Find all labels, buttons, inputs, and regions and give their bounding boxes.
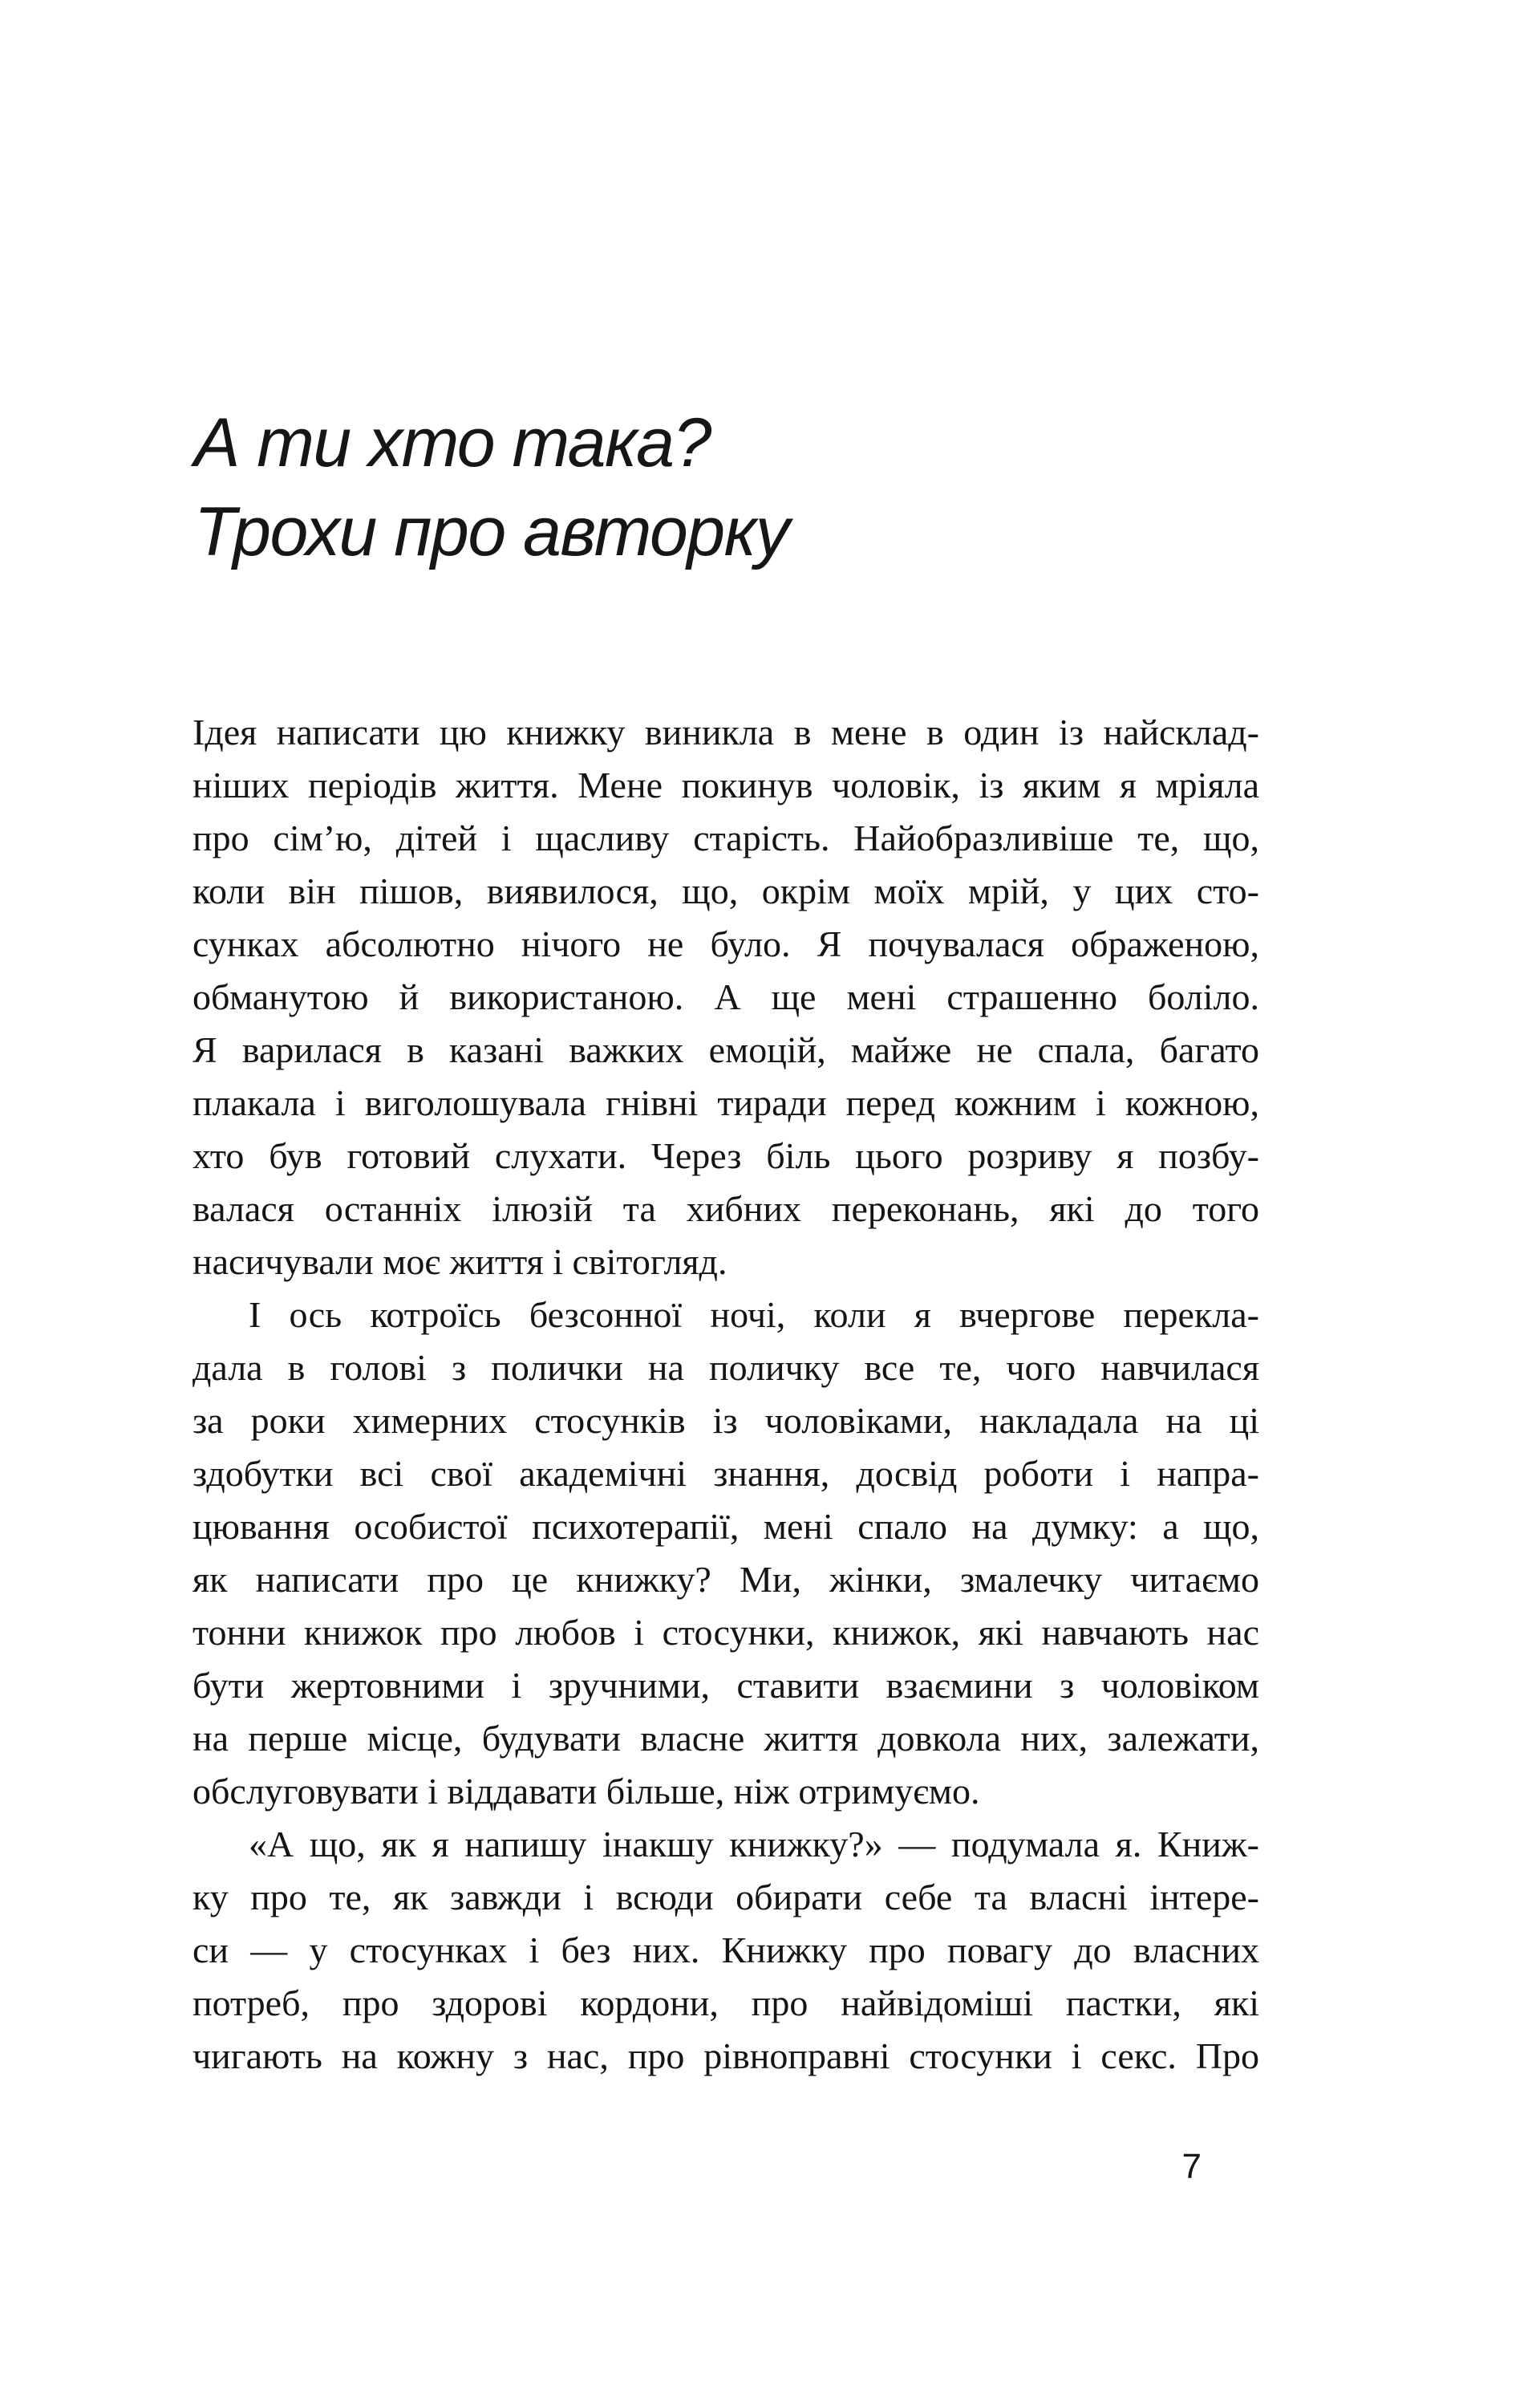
body-line: здобутки всі свої академічні знання, досвід роботи і напра- — [192, 1453, 1259, 1494]
chapter-title-line-1: А ти хто така? — [194, 404, 711, 481]
body-line: бути жертовними і зручними, ставити взаємини з чоловіком — [192, 1665, 1259, 1706]
body-line: ку про те, як завжди і всюди обирати себе та власні інтере- — [192, 1877, 1259, 1917]
body-line: «А що, як я напишу інакшу книжку?» — подумала я. Книж- — [249, 1824, 1259, 1865]
body-line: валася останніх ілюзій та хибних переконань, які до того — [192, 1188, 1259, 1229]
body-line: І ось котроїсь безсонної ночі, коли я вчергове перекла- — [249, 1294, 1259, 1335]
body-line: коли він пішов, виявилося, що, окрім моїх мрій, у цих сто- — [192, 870, 1259, 911]
body-line: тонни книжок про любов і стосунки, книжок, які навчають нас — [192, 1612, 1259, 1653]
body-line: плакала і виголошувала гнівні тиради перед кожним і кожною, — [192, 1082, 1259, 1123]
body-line: хто був готовий слухати. Через біль цього розриву я позбу- — [192, 1135, 1259, 1176]
body-line: ніших періодів життя. Мене покинув чоловік, із яким я мріяла — [192, 765, 1259, 805]
chapter-title-line-2: Трохи про авторку — [194, 493, 789, 570]
body-line: дала в голові з полички на поличку все те, чого навчилася — [192, 1347, 1259, 1388]
body-line: чигають на кожну з нас, про рівноправні стосунки і секс. Про — [192, 2035, 1259, 2076]
body-line: сунках абсолютно нічого не було. Я почувалася ображеною, — [192, 923, 1259, 964]
body-line: Ідея написати цю книжку виникла в мене в один із найсклад- — [192, 712, 1259, 753]
body-line: си — у стосунках і без них. Книжку про повагу до власних — [192, 1929, 1259, 1970]
body-line: на перше місце, будувати власне життя довкола них, залежати, — [192, 1718, 1259, 1759]
chapter-title — [194, 399, 788, 577]
body-text — [192, 706, 1259, 2083]
body-line: як написати про це книжку? Ми, жінки, змалечку читаємо — [192, 1559, 1259, 1600]
body-line: обслуговувати і віддавати більше, ніж отримуємо. — [192, 1771, 980, 1812]
body-line: за роки химерних стосунків із чоловіками, накладала на ці — [192, 1400, 1259, 1441]
body-line: цювання особистої психотерапії, мені спало на думку: а що, — [192, 1506, 1259, 1547]
body-line: обманутою й використаною. А ще мені страшенно боліло. — [192, 976, 1259, 1017]
body-line: про сім’ю, дітей і щасливу старість. Найобразливіше те, що, — [192, 818, 1259, 858]
body-line: насичували моє життя і світогляд. — [192, 1241, 727, 1282]
page-number: 7 — [1181, 2147, 1202, 2186]
body-line: потреб, про здорові кордони, про найвідоміші пастки, які — [192, 1982, 1259, 2023]
body-line: Я варилася в казані важких емоцій, майже не спала, багато — [192, 1029, 1259, 1070]
